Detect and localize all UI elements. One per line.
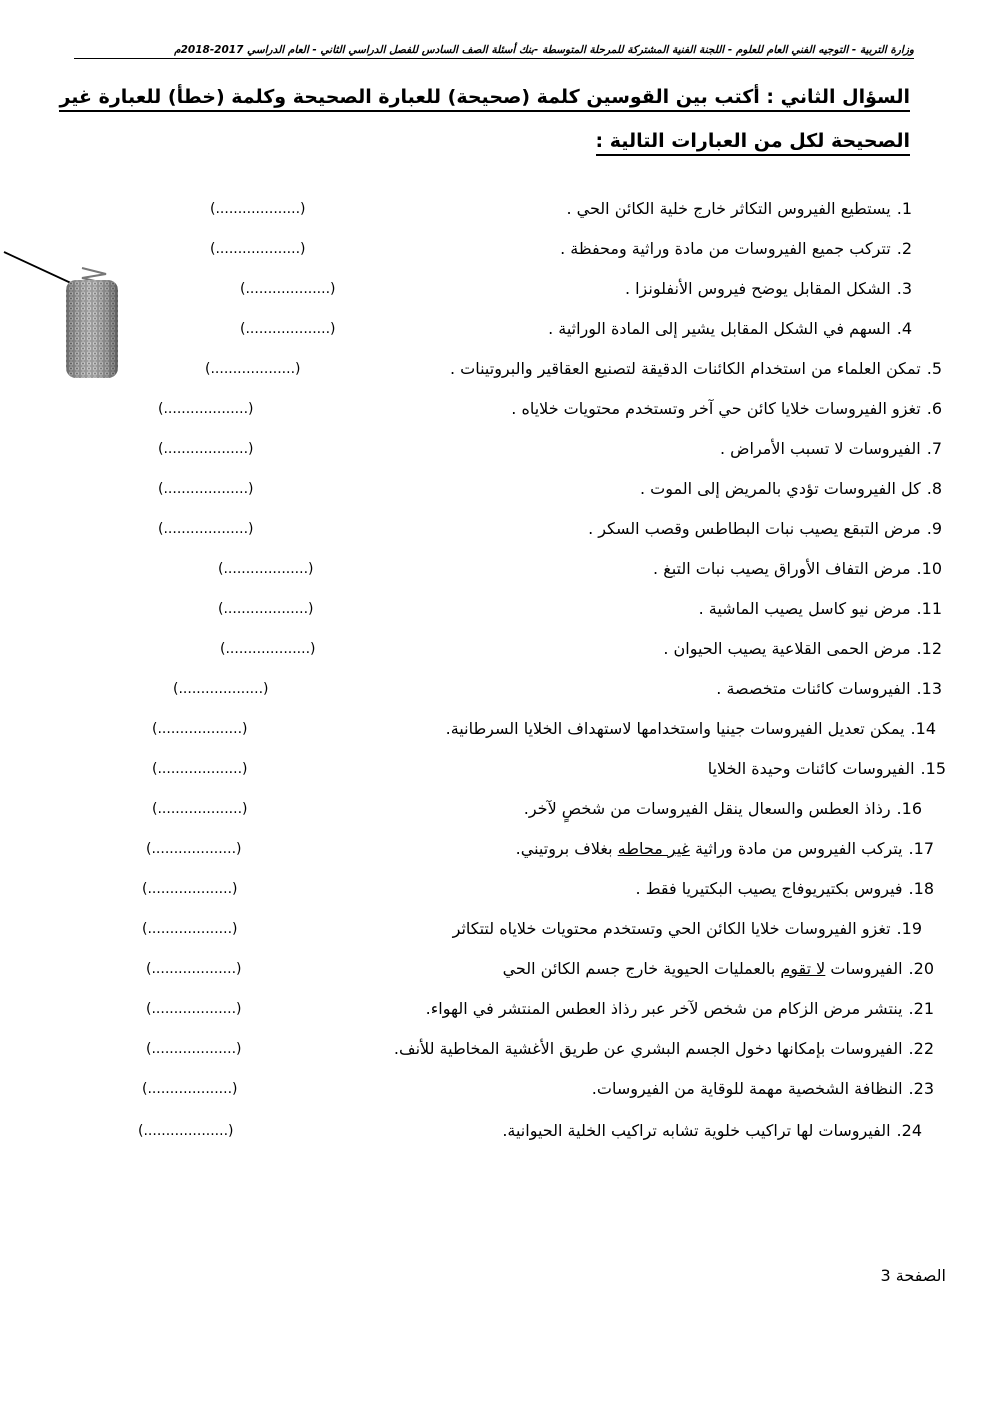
page-number: الصفحة 3 [880,1266,946,1285]
answer-blank-23[interactable]: (...................) [142,1081,238,1097]
statement-24: 24.الفيروسات لها تراكيب خلوية تشابه تراكيب الخلية الحيوانية. [502,1121,922,1140]
answer-blank-5[interactable]: (...................) [205,361,301,377]
statement-22: 22.الفيروسات بإمكانها دخول الجسم البشري عن طريق الأغشية المخاطية للأنف. [393,1039,934,1058]
statement-21: 21.ينتشر مرض الزكام من شخص لآخر عبر رذاذ العطس المنتشر في الهواء. [425,999,934,1018]
statement-20: 20.الفيروسات لا تقوم بالعمليات الحيوية خارج جسم الكائن الحي [502,959,934,978]
underlined-phrase: لا تقوم [780,959,826,978]
question-title-line-2: الصحيحة لكل من العبارات التالية : [106,130,910,152]
statement-6: 6.تغزو الفيروسات خلايا كائن حي آخر وتستخدم محتويات خلاياه . [511,399,942,418]
answer-blank-13[interactable]: (...................) [173,681,269,697]
underlined-phrase: غير محاطه [617,839,690,858]
answer-blank-14[interactable]: (...................) [152,721,248,737]
answer-blank-9[interactable]: (...................) [158,521,254,537]
statement-23: 23.النظافة الشخصية مهمة للوقاية من الفيروسات. [591,1079,934,1098]
answer-blank-8[interactable]: (...................) [158,481,254,497]
statement-1: 1.يستطيع الفيروس التكاثر خارج خلية الكائن الحي . [566,199,912,218]
statement-7: 7.الفيروسات لا تسبب الأمراض . [720,439,942,458]
statement-19: 19.تغزو الفيروسات خلايا الكائن الحي وتستخدم محتويات خلاياه لتتكاثر [452,919,922,938]
statement-17: 17.يتركب الفيروس من مادة وراثية غير محاطه بغلاف بروتيني. [515,839,934,858]
answer-blank-18[interactable]: (...................) [142,881,238,897]
answer-blank-24[interactable]: (...................) [138,1123,234,1139]
answer-blank-11[interactable]: (...................) [218,601,314,617]
answer-blank-6[interactable]: (...................) [158,401,254,417]
answer-blank-7[interactable]: (...................) [158,441,254,457]
answer-blank-2[interactable]: (...................) [210,241,306,257]
answer-blank-12[interactable]: (...................) [220,641,316,657]
statement-12: 12.مرض الحمى القلاعية يصيب الحيوان . [663,639,942,658]
statement-10: 10.مرض التفاف الأوراق يصيب نبات التبغ . [653,559,942,578]
answer-blank-4[interactable]: (...................) [240,321,336,337]
statement-14: 14.يمكن تعديل الفيروسات جينيا واستخدامها لاستهداف الخلايا السرطانية. [445,719,936,738]
answer-blank-19[interactable]: (...................) [142,921,238,937]
answer-blank-3[interactable]: (...................) [240,281,336,297]
question-title-line-1: السؤال الثاني : أكتب بين القوسين كلمة (صحيحة) للعبارة الصحيحة وكلمة (خطأ) للعبارة غير [106,86,910,108]
statement-9: 9.مرض التبقع يصيب نبات البطاطس وقصب السكر . [588,519,942,538]
statement-15: 15.الفيروسات كائنات وحيدة الخلايا [707,759,946,778]
statement-11: 11.مرض نيو كاسل يصيب الماشية . [698,599,942,618]
page-header: وزارة التربية - التوجيه الفني العام للعلوم - اللجنة الفنية المشتركة للمرحلة المتوسطة -بنك أسئلة الصف السادس للفصل الدراسي الثاني - العام الدراسي 2017-2018م [74,44,914,59]
answer-blank-17[interactable]: (...................) [146,841,242,857]
answer-blank-22[interactable]: (...................) [146,1041,242,1057]
answer-blank-15[interactable]: (...................) [152,761,248,777]
answer-blank-10[interactable]: (...................) [218,561,314,577]
statement-5: 5.تمكن العلماء من استخدام الكائنات الدقيقة لتصنيع العقاقير والبروتينات . [449,359,942,378]
statement-3: 3.الشكل المقابل يوضح فيروس الأنفلونزا . [624,279,912,298]
statement-13: 13.الفيروسات كائنات متخصصة . [716,679,942,698]
answer-blank-1[interactable]: (...................) [210,201,306,217]
statement-18: 18.فيروس بكتيريوفاج يصيب البكتيريا فقط . [635,879,934,898]
statement-2: 2.تتركب جميع الفيروسات من مادة وراثية ومحفظة . [560,239,912,258]
statement-8: 8.كل الفيروسات تؤدي بالمريض إلى الموت . [639,479,942,498]
statement-16: 16.رذاذ العطس والسعال ينقل الفيروسات من شخصٍ لآخر. [523,799,922,818]
virus-illustration [2,246,122,386]
answer-blank-20[interactable]: (...................) [146,961,242,977]
answer-blank-21[interactable]: (...................) [146,1001,242,1017]
statement-4: 4.السهم في الشكل المقابل يشير إلى المادة الوراثية . [548,319,912,338]
answer-blank-16[interactable]: (...................) [152,801,248,817]
